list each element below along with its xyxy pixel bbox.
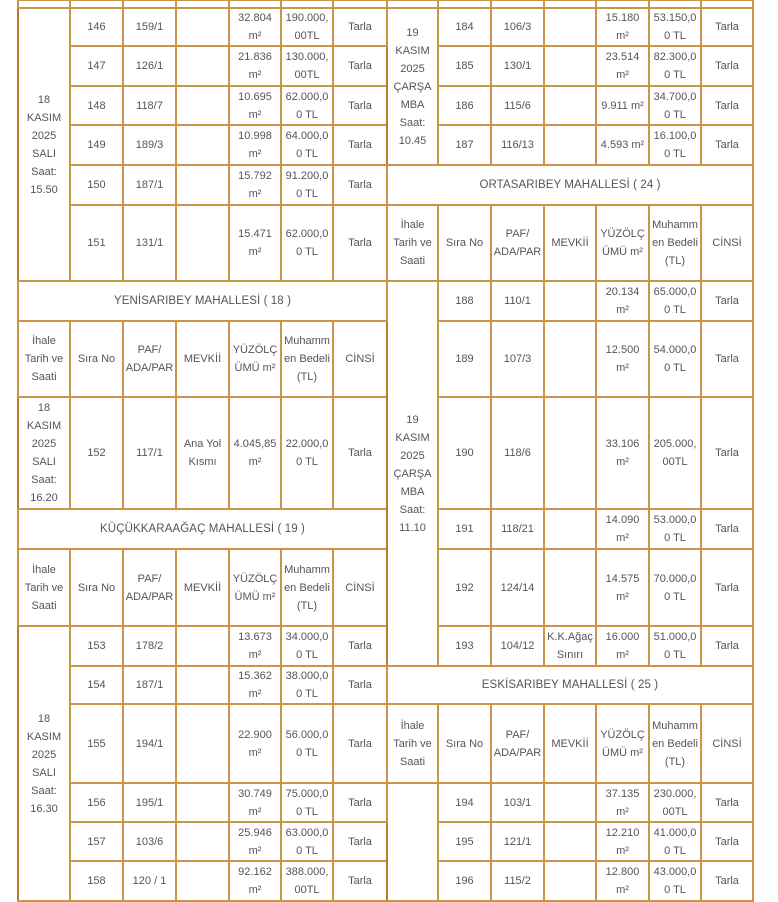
table-cell xyxy=(281,0,333,8)
table-section-row xyxy=(18,0,753,8)
mevkii-cell xyxy=(176,666,229,704)
yuzolcumu-cell: 15.471 m² xyxy=(229,205,281,281)
ada-parsel-cell: 104/12 xyxy=(491,626,544,666)
table-row xyxy=(18,861,753,901)
sira-no-cell: 184 xyxy=(438,8,491,46)
cinsi-cell: Tarla xyxy=(701,626,753,666)
table-cell xyxy=(387,0,438,8)
cinsi-cell: Tarla xyxy=(701,8,753,46)
mevkii-cell xyxy=(176,125,229,165)
table-row xyxy=(18,704,753,783)
ada-parsel-cell: 103/6 xyxy=(123,822,176,861)
auction-date-cell xyxy=(387,783,438,901)
table-cell xyxy=(544,0,596,8)
ada-parsel-cell: 121/1 xyxy=(491,822,544,861)
table-row xyxy=(18,46,753,86)
cinsi-cell: Tarla xyxy=(333,397,387,509)
mevkii-cell xyxy=(544,509,596,549)
yuzolcumu-cell: 13.673 m² xyxy=(229,626,281,666)
header-cinsi: CİNSİ xyxy=(701,704,753,783)
sira-no-cell: 151 xyxy=(70,205,123,281)
muhammen-bedeli-cell: 38.000,00 TL xyxy=(281,666,333,704)
auction-date-cell: 18 KASIM 2025 SALI Saat: 16.20 xyxy=(18,397,70,509)
ada-parsel-cell: 195/1 xyxy=(123,783,176,822)
cinsi-cell: Tarla xyxy=(333,8,387,46)
yuzolcumu-cell: 92.162 m² xyxy=(229,861,281,901)
yuzolcumu-cell: 32.804 m² xyxy=(229,8,281,46)
mevkii-cell xyxy=(176,822,229,861)
muhammen-bedeli-cell: 63.000,00 TL xyxy=(281,822,333,861)
mevkii-cell xyxy=(176,704,229,783)
sira-no-cell: 192 xyxy=(438,549,491,626)
muhammen-bedeli-cell: 43.000,00 TL xyxy=(649,861,701,901)
yuzolcumu-cell: 10.998 m² xyxy=(229,125,281,165)
yuzolcumu-cell: 30.749 m² xyxy=(229,783,281,822)
header-cinsi: CİNSİ xyxy=(701,205,753,281)
mevkii-cell xyxy=(544,125,596,165)
ada-parsel-cell: 126/1 xyxy=(123,46,176,86)
ada-parsel-cell: 118/21 xyxy=(491,509,544,549)
ada-parsel-cell: 194/1 xyxy=(123,704,176,783)
yuzolcumu-cell: 16.000 m² xyxy=(596,626,649,666)
yuzolcumu-cell: 15.180 m² xyxy=(596,8,649,46)
yuzolcumu-cell: 4.045,85 m² xyxy=(229,397,281,509)
table-cell xyxy=(18,0,70,8)
muhammen-bedeli-cell: 64.000,00 TL xyxy=(281,125,333,165)
mevkii-cell xyxy=(176,783,229,822)
cinsi-cell: Tarla xyxy=(333,783,387,822)
muhammen-bedeli-cell: 16.100,00 TL xyxy=(649,125,701,165)
yuzolcumu-cell: 37.135 m² xyxy=(596,783,649,822)
cinsi-cell: Tarla xyxy=(333,125,387,165)
sira-no-cell: 158 xyxy=(70,861,123,901)
header-sira-no: Sıra No xyxy=(70,321,123,397)
muhammen-bedeli-cell: 91.200,00 TL xyxy=(281,165,333,205)
mevkii-cell xyxy=(544,397,596,509)
mevkii-cell xyxy=(176,8,229,46)
header-yuzolcumu: YÜZÖLÇÜMÜ m² xyxy=(229,549,281,626)
table-row xyxy=(18,666,753,704)
neighborhood-title: ESKİSARIBEY MAHALLESİ ( 25 ) xyxy=(387,666,753,704)
sira-no-cell: 188 xyxy=(438,281,491,321)
header-ihale-tarih: İhale Tarih ve Saati xyxy=(387,704,438,783)
ada-parsel-cell: 131/1 xyxy=(123,205,176,281)
ada-parsel-cell: 117/1 xyxy=(123,397,176,509)
sira-no-cell: 194 xyxy=(438,783,491,822)
header-ihale-tarih: İhale Tarih ve Saati xyxy=(18,321,70,397)
header-muhammen-bedeli: Muhammen Bedeli (TL) xyxy=(281,549,333,626)
neighborhood-title: KÜÇÜKKARAAĞAÇ MAHALLESİ ( 19 ) xyxy=(18,509,387,549)
cinsi-cell: Tarla xyxy=(333,165,387,205)
mevkii-cell: Ana Yol Kısmı xyxy=(176,397,229,509)
header-muhammen-bedeli: Muhammen Bedeli (TL) xyxy=(281,321,333,397)
yuzolcumu-cell: 14.575 m² xyxy=(596,549,649,626)
header-sira-no: Sıra No xyxy=(438,704,491,783)
table-row xyxy=(18,165,753,205)
muhammen-bedeli-cell: 205.000,00TL xyxy=(649,397,701,509)
ada-parsel-cell: 187/1 xyxy=(123,666,176,704)
ada-parsel-cell: 115/6 xyxy=(491,86,544,125)
ada-parsel-cell: 103/1 xyxy=(491,783,544,822)
auction-parcel-table xyxy=(17,0,754,902)
header-cinsi: CİNSİ xyxy=(333,321,387,397)
cinsi-cell: Tarla xyxy=(701,281,753,321)
muhammen-bedeli-cell: 34.000,00 TL xyxy=(281,626,333,666)
cinsi-cell: Tarla xyxy=(333,86,387,125)
mevkii-cell xyxy=(176,46,229,86)
sira-no-cell: 157 xyxy=(70,822,123,861)
sira-no-cell: 150 xyxy=(70,165,123,205)
sira-no-cell: 154 xyxy=(70,666,123,704)
cinsi-cell: Tarla xyxy=(701,321,753,397)
ada-parsel-cell: 118/6 xyxy=(491,397,544,509)
table-row xyxy=(18,397,753,509)
header-ada-parsel: PAF/ ADA/PAR xyxy=(491,704,544,783)
mevkii-cell xyxy=(176,205,229,281)
yuzolcumu-cell: 10.695 m² xyxy=(229,86,281,125)
sira-no-cell: 156 xyxy=(70,783,123,822)
header-yuzolcumu: YÜZÖLÇÜMÜ m² xyxy=(596,205,649,281)
cinsi-cell: Tarla xyxy=(333,822,387,861)
yuzolcumu-cell: 15.362 m² xyxy=(229,666,281,704)
ada-parsel-cell: 120 / 1 xyxy=(123,861,176,901)
table-row xyxy=(18,549,753,626)
table-row xyxy=(18,822,753,861)
header-mevkii: MEVKİİ xyxy=(176,549,229,626)
cinsi-cell: Tarla xyxy=(701,86,753,125)
table-cell xyxy=(438,0,491,8)
table-row xyxy=(18,125,753,165)
muhammen-bedeli-cell: 62.000,00 TL xyxy=(281,86,333,125)
sira-no-cell: 196 xyxy=(438,861,491,901)
sira-no-cell: 187 xyxy=(438,125,491,165)
table-row xyxy=(18,281,753,321)
cinsi-cell: Tarla xyxy=(701,861,753,901)
mevkii-cell xyxy=(544,822,596,861)
mevkii-cell xyxy=(544,281,596,321)
yuzolcumu-cell: 25.946 m² xyxy=(229,822,281,861)
sira-no-cell: 190 xyxy=(438,397,491,509)
header-mevkii: MEVKİİ xyxy=(176,321,229,397)
sira-no-cell: 148 xyxy=(70,86,123,125)
ada-parsel-cell: 118/7 xyxy=(123,86,176,125)
muhammen-bedeli-cell: 190.000,00TL xyxy=(281,8,333,46)
table-row xyxy=(18,626,753,666)
ada-parsel-cell: 115/2 xyxy=(491,861,544,901)
header-yuzolcumu: YÜZÖLÇÜMÜ m² xyxy=(596,704,649,783)
table-cell xyxy=(596,0,649,8)
header-ada-parsel: PAF/ ADA/PAR xyxy=(491,205,544,281)
table-cell xyxy=(333,0,387,8)
muhammen-bedeli-cell: 53.000,00 TL xyxy=(649,509,701,549)
sira-no-cell: 186 xyxy=(438,86,491,125)
auction-date-cell: 19 KASIM 2025 ÇARŞAMBA Saat: 11.10 xyxy=(387,281,438,666)
auction-date-cell: 18 KASIM 2025 SALI Saat: 16.30 xyxy=(18,626,70,901)
yuzolcumu-cell: 33.106 m² xyxy=(596,397,649,509)
cinsi-cell: Tarla xyxy=(701,822,753,861)
table-cell xyxy=(70,0,123,8)
sira-no-cell: 152 xyxy=(70,397,123,509)
header-ihale-tarih: İhale Tarih ve Saati xyxy=(387,205,438,281)
sira-no-cell: 191 xyxy=(438,509,491,549)
sira-no-cell: 153 xyxy=(70,626,123,666)
sira-no-cell: 195 xyxy=(438,822,491,861)
yuzolcumu-cell: 14.090 m² xyxy=(596,509,649,549)
yuzolcumu-cell: 20.134 m² xyxy=(596,281,649,321)
table-cell xyxy=(491,0,544,8)
sira-no-cell: 155 xyxy=(70,704,123,783)
mevkii-cell xyxy=(176,86,229,125)
ada-parsel-cell: 107/3 xyxy=(491,321,544,397)
muhammen-bedeli-cell: 130.000,00TL xyxy=(281,46,333,86)
ada-parsel-cell: 124/14 xyxy=(491,549,544,626)
header-sira-no: Sıra No xyxy=(70,549,123,626)
cinsi-cell: Tarla xyxy=(701,397,753,509)
yuzolcumu-cell: 23.514 m² xyxy=(596,46,649,86)
muhammen-bedeli-cell: 230.000,00TL xyxy=(649,783,701,822)
muhammen-bedeli-cell: 65.000,00 TL xyxy=(649,281,701,321)
ada-parsel-cell: 187/1 xyxy=(123,165,176,205)
cinsi-cell: Tarla xyxy=(701,509,753,549)
auction-date-cell: 18 KASIM 2025 SALI Saat: 15.50 xyxy=(18,8,70,281)
table-row xyxy=(18,86,753,125)
mevkii-cell xyxy=(544,46,596,86)
mevkii-cell: K.K.Ağaç Sınırı xyxy=(544,626,596,666)
mevkii-cell xyxy=(544,861,596,901)
ada-parsel-cell: 189/3 xyxy=(123,125,176,165)
muhammen-bedeli-cell: 82.300,00 TL xyxy=(649,46,701,86)
muhammen-bedeli-cell: 56.000,00 TL xyxy=(281,704,333,783)
yuzolcumu-cell: 12.800 m² xyxy=(596,861,649,901)
yuzolcumu-cell: 22.900 m² xyxy=(229,704,281,783)
cinsi-cell: Tarla xyxy=(333,205,387,281)
ada-parsel-cell: 159/1 xyxy=(123,8,176,46)
table-cell xyxy=(123,0,176,8)
header-ihale-tarih: İhale Tarih ve Saati xyxy=(18,549,70,626)
header-muhammen-bedeli: Muhammen Bedeli (TL) xyxy=(649,704,701,783)
table-cell xyxy=(701,0,753,8)
muhammen-bedeli-cell: 34.700,00 TL xyxy=(649,86,701,125)
sira-no-cell: 146 xyxy=(70,8,123,46)
header-mevkii: MEVKİİ xyxy=(544,704,596,783)
yuzolcumu-cell: 12.210 m² xyxy=(596,822,649,861)
auction-date-cell: 19 KASIM 2025 ÇARŞAMBA Saat: 10.45 xyxy=(387,8,438,165)
muhammen-bedeli-cell: 75.000,00 TL xyxy=(281,783,333,822)
sira-no-cell: 189 xyxy=(438,321,491,397)
sira-no-cell: 185 xyxy=(438,46,491,86)
neighborhood-title: YENİSARIBEY MAHALLESİ ( 18 ) xyxy=(18,281,387,321)
mevkii-cell xyxy=(544,321,596,397)
mevkii-cell xyxy=(176,165,229,205)
muhammen-bedeli-cell: 54.000,00 TL xyxy=(649,321,701,397)
muhammen-bedeli-cell: 70.000,00 TL xyxy=(649,549,701,626)
mevkii-cell xyxy=(176,626,229,666)
table-cell xyxy=(649,0,701,8)
ada-parsel-cell: 110/1 xyxy=(491,281,544,321)
sira-no-cell: 193 xyxy=(438,626,491,666)
mevkii-cell xyxy=(544,549,596,626)
ada-parsel-cell: 130/1 xyxy=(491,46,544,86)
muhammen-bedeli-cell: 388.000,00TL xyxy=(281,861,333,901)
muhammen-bedeli-cell: 62.000,00 TL xyxy=(281,205,333,281)
cinsi-cell: Tarla xyxy=(701,125,753,165)
ada-parsel-cell: 106/3 xyxy=(491,8,544,46)
header-cinsi: CİNSİ xyxy=(333,549,387,626)
mevkii-cell xyxy=(176,861,229,901)
header-yuzolcumu: YÜZÖLÇÜMÜ m² xyxy=(229,321,281,397)
table-row xyxy=(18,321,753,397)
muhammen-bedeli-cell: 53.150,00 TL xyxy=(649,8,701,46)
header-ada-parsel: PAF/ ADA/PAR xyxy=(123,549,176,626)
muhammen-bedeli-cell: 51.000,00 TL xyxy=(649,626,701,666)
cinsi-cell: Tarla xyxy=(701,549,753,626)
header-muhammen-bedeli: Muhammen Bedeli (TL) xyxy=(649,205,701,281)
yuzolcumu-cell: 12.500 m² xyxy=(596,321,649,397)
yuzolcumu-cell: 9.911 m² xyxy=(596,86,649,125)
header-mevkii: MEVKİİ xyxy=(544,205,596,281)
cinsi-cell: Tarla xyxy=(333,704,387,783)
mevkii-cell xyxy=(544,86,596,125)
table-row xyxy=(18,8,753,46)
table-cell xyxy=(176,0,229,8)
cinsi-cell: Tarla xyxy=(701,783,753,822)
yuzolcumu-cell: 21.836 m² xyxy=(229,46,281,86)
yuzolcumu-cell: 4.593 m² xyxy=(596,125,649,165)
cinsi-cell: Tarla xyxy=(333,666,387,704)
table-row xyxy=(18,783,753,822)
table-row xyxy=(18,205,753,281)
ada-parsel-cell: 116/13 xyxy=(491,125,544,165)
cinsi-cell: Tarla xyxy=(701,46,753,86)
sira-no-cell: 147 xyxy=(70,46,123,86)
cinsi-cell: Tarla xyxy=(333,861,387,901)
muhammen-bedeli-cell: 41.000,00 TL xyxy=(649,822,701,861)
muhammen-bedeli-cell: 22.000,00 TL xyxy=(281,397,333,509)
table-row xyxy=(18,509,753,549)
cinsi-cell: Tarla xyxy=(333,46,387,86)
header-sira-no: Sıra No xyxy=(438,205,491,281)
mevkii-cell xyxy=(544,783,596,822)
yuzolcumu-cell: 15.792 m² xyxy=(229,165,281,205)
neighborhood-title: ORTASARIBEY MAHALLESİ ( 24 ) xyxy=(387,165,753,205)
table-cell xyxy=(229,0,281,8)
header-ada-parsel: PAF/ ADA/PAR xyxy=(123,321,176,397)
mevkii-cell xyxy=(544,8,596,46)
sira-no-cell: 149 xyxy=(70,125,123,165)
cinsi-cell: Tarla xyxy=(333,626,387,666)
ada-parsel-cell: 178/2 xyxy=(123,626,176,666)
